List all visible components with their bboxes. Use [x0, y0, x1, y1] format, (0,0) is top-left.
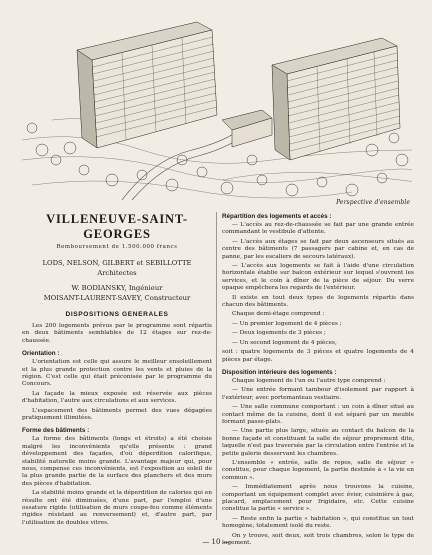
interior-item-1: — Une entrée formant tambour d'isolement par rapport à l'extérieur, avec portemanteau vestiaire. [222, 387, 414, 401]
access-item-1: — L'accès au rez-de-chaussée se fait par une grande entrée commandant le vestibule d'attente. [222, 222, 414, 236]
orientation-paragraph-1: L'orientation est celle qui assure le meilleur ensoleillement et la plus grande protection contre les vents et pluies de la région. C'est celle qui était préconisée par le programme du Concours. [22, 359, 212, 388]
half-floor-item-1: — Un premier logement de 4 pièces ; [232, 320, 342, 327]
right-column [222, 213, 414, 549]
building-shape-heading: Forme des bâtiments : [22, 427, 90, 435]
interior-item-2: — Une salle commune comportant : un coin à dîner situé au contact même de la cuisine, dont il est séparé par un meuble formant passe-plats. [222, 404, 414, 425]
interior-intro: Chaque logement de l'un ou l'autre type comprend : [232, 377, 386, 384]
distribution-heading: Répartition des logements et accès : [222, 213, 332, 220]
builder-credit: MOISANT-LAURENT-SAVEY, Constructeur [43, 294, 191, 303]
engineer-credit: W. BODIANSKY, Ingénieur [71, 283, 163, 292]
half-floor-intro: Chaque demi-étage comprend : [232, 311, 325, 318]
half-floor-total: soit : quatre logements de 3 pièces et quatre logements de 4 pièces par étage. [222, 349, 414, 363]
interior-heading: Disposition intérieure des logements : [222, 368, 337, 376]
interior-item-5: — Immédiatement après nous trouvons la cuisine, comportant un équipement complet avec évier, cuisinière à gaz, placard, emplacement pour frigidaire, etc. Cette cuisine constitue la partie « service ». [222, 484, 414, 513]
interior-item-4: L'ensemble « entrée, salle de repos, salle de séjour » constitue, pour chaque logement, la partie destinée à « la vie en commun ». [222, 459, 414, 481]
project-title: VILLENEUVE-SAINT-GEORGES [46, 212, 188, 241]
building-shape-paragraph-1: La forme des bâtiments (longs et étroits) a été choisie malgré les inconvénients qu'elle présente : grand développement des façades, d'où déperdition calorifique, stabilité naturelle moins grande. L'avantage majeur qui, pour nous, compense ces inconvénients, est l'exposition au soleil de la plus grande partie de la surface des planchers et des murs des pièces d'habitation. [22, 436, 212, 487]
interior-item-3: — Une partie plus large, située au contact du balcon de la bonne façade et constituant la salle de séjour proprement dite, laquelle n'est pas traversée par la circulation entre l'entrée et la petite galerie desservant les chambres. [222, 428, 414, 457]
perspective-sketch [22, 10, 412, 200]
orientation-paragraph-2: La façade la mieux exposée est réservée aux pièces d'habitation, l'autre aux circulations et aux services. [22, 390, 212, 405]
half-floor-item-3: — Un second logement de 4 pièces, [232, 339, 337, 346]
section-heading-general: DISPOSITIONS GENERALES [65, 310, 169, 318]
interior-item-6: — Reste enfin la partie « habitation », qui constitue un tout homogène, totalement isolé du reste. [222, 515, 414, 530]
orientation-paragraph-3: L'espacement des bâtiments permet des vues dégagées pratiquement illimitées. [22, 407, 212, 421]
column-divider [216, 212, 217, 520]
sketch-caption: Perspective d'ensemble [336, 199, 410, 206]
building-shape-paragraph-2: La stabilité moins grande et la déperdition de calories qui en résulte ont été diminuées, d'une part, par l'emploi d'une ossature rigide (utilisation de murs coupe-feu comme éléments rigides résistant au renversement) et, d'autre part, par l'utilisation de doubles vitres. [22, 490, 212, 526]
architects-credit: LODS, NELSON, GILBERT et SEBILLOTTE [42, 259, 192, 267]
funding-subtitle: Remboursement de 1.500.000 francs [56, 244, 178, 250]
half-floor-item-2: — Deux logements de 3 pièces ; [232, 330, 326, 337]
left-column [22, 212, 212, 529]
intro-paragraph: Les 200 logements prévus par le programme sont répartis en deux bâtiments semblables de 12 étages sur rez-de-chaussée. [22, 322, 212, 344]
housing-types-paragraph: Il existe en tout deux types de logements répartis dans chacun des bâtiments. [222, 294, 414, 309]
orientation-heading: Orientation : [22, 350, 60, 358]
architects-role: Architectes [97, 269, 137, 278]
interior-item-7: On y trouve, soit deux, soit trois chambres, selon le type de logement. [222, 532, 414, 547]
access-item-3: — L'accès aux logements se fait à l'aide d'une circulation horizontale établie sur balcon extérieur sur lequel s'ouvrent les services, et le coin à dîner de la pièce de séjour. Du verre opaque empêchera les regards de l'extérieur. [222, 263, 414, 292]
access-item-2: — L'accès aux étages se fait par deux ascenseurs situés au centre des bâtiments (7 passagers par cabine et, en cas de panne, par les escaliers de secours latéraux). [222, 238, 414, 260]
page-number: — 10 — [202, 538, 230, 546]
